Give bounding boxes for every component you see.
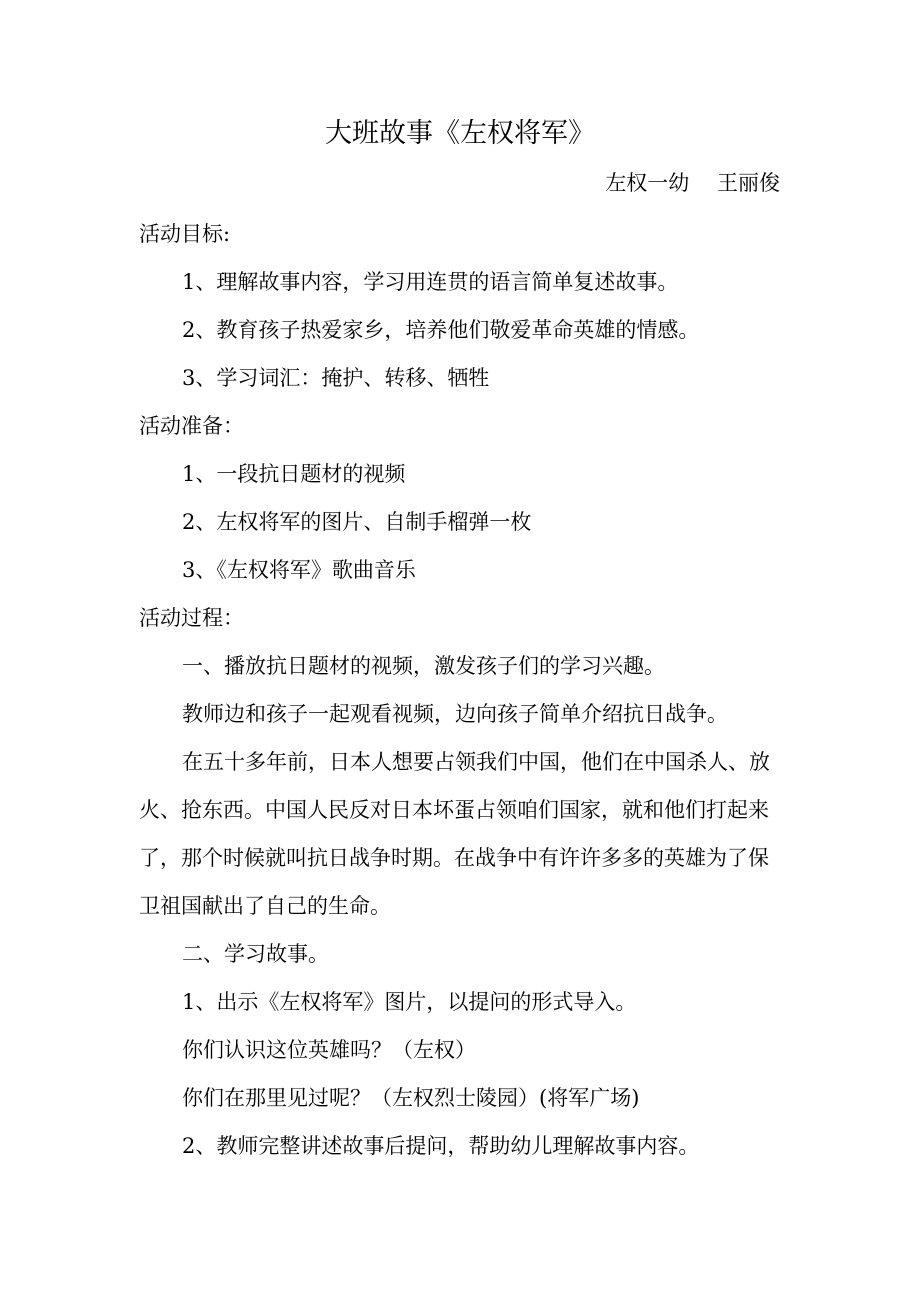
process-question: 你们认识这位英雄吗？（左权） [182,1038,476,1062]
goal-item-3: 3、学习词汇：掩护、转移、牺牲 [182,366,490,390]
process-paragraph: 教师边和孩子一起观看视频，边向孩子简单介绍抗日战争。 [182,702,728,726]
process-step-1: 一、播放抗日题材的视频，激发孩子们的学习兴趣。 [182,654,665,678]
process-paragraph: 了，那个时候就叫抗日战争时期。在战争中有许许多多的英雄为了保 [139,846,769,870]
document-title: 大班故事《左权将军》 [325,118,595,149]
process-step-2: 二、学习故事。 [182,942,329,966]
process-paragraph: 2、教师完整讲述故事后提问，帮助幼儿理解故事内容。 [182,1134,700,1158]
process-paragraph: 卫祖国献出了自己的生命。 [139,894,391,918]
preparation-item-2: 2、左权将军的图片、自制手榴弹一枚 [182,510,532,534]
process-paragraph: 火、抢东西。中国人民反对日本坏蛋占领咱们国家，就和他们打起来 [139,798,769,822]
process-question: 你们在那里见过呢？（左权烈士陵园）(将军广场) [182,1086,640,1110]
author-line: 左权一幼 王丽俊 [605,171,780,195]
preparation-item-1: 1、一段抗日题材的视频 [182,462,406,486]
preparation-heading: 活动准备： [139,414,244,438]
preparation-item-3: 3、《左权将军》歌曲音乐 [182,558,416,582]
process-paragraph: 1、出示《左权将军》图片，以提问的形式导入。 [182,990,637,1014]
process-heading: 活动过程： [139,606,244,630]
goal-item-2: 2、教育孩子热爱家乡，培养他们敬爱革命英雄的情感。 [182,318,700,342]
goals-heading: 活动目标: [139,222,231,246]
process-paragraph: 在五十多年前，日本人想要占领我们中国，他们在中国杀人、放 [182,750,770,774]
goal-item-1: 1、理解故事内容，学习用连贯的语言简单复述故事。 [182,270,679,294]
